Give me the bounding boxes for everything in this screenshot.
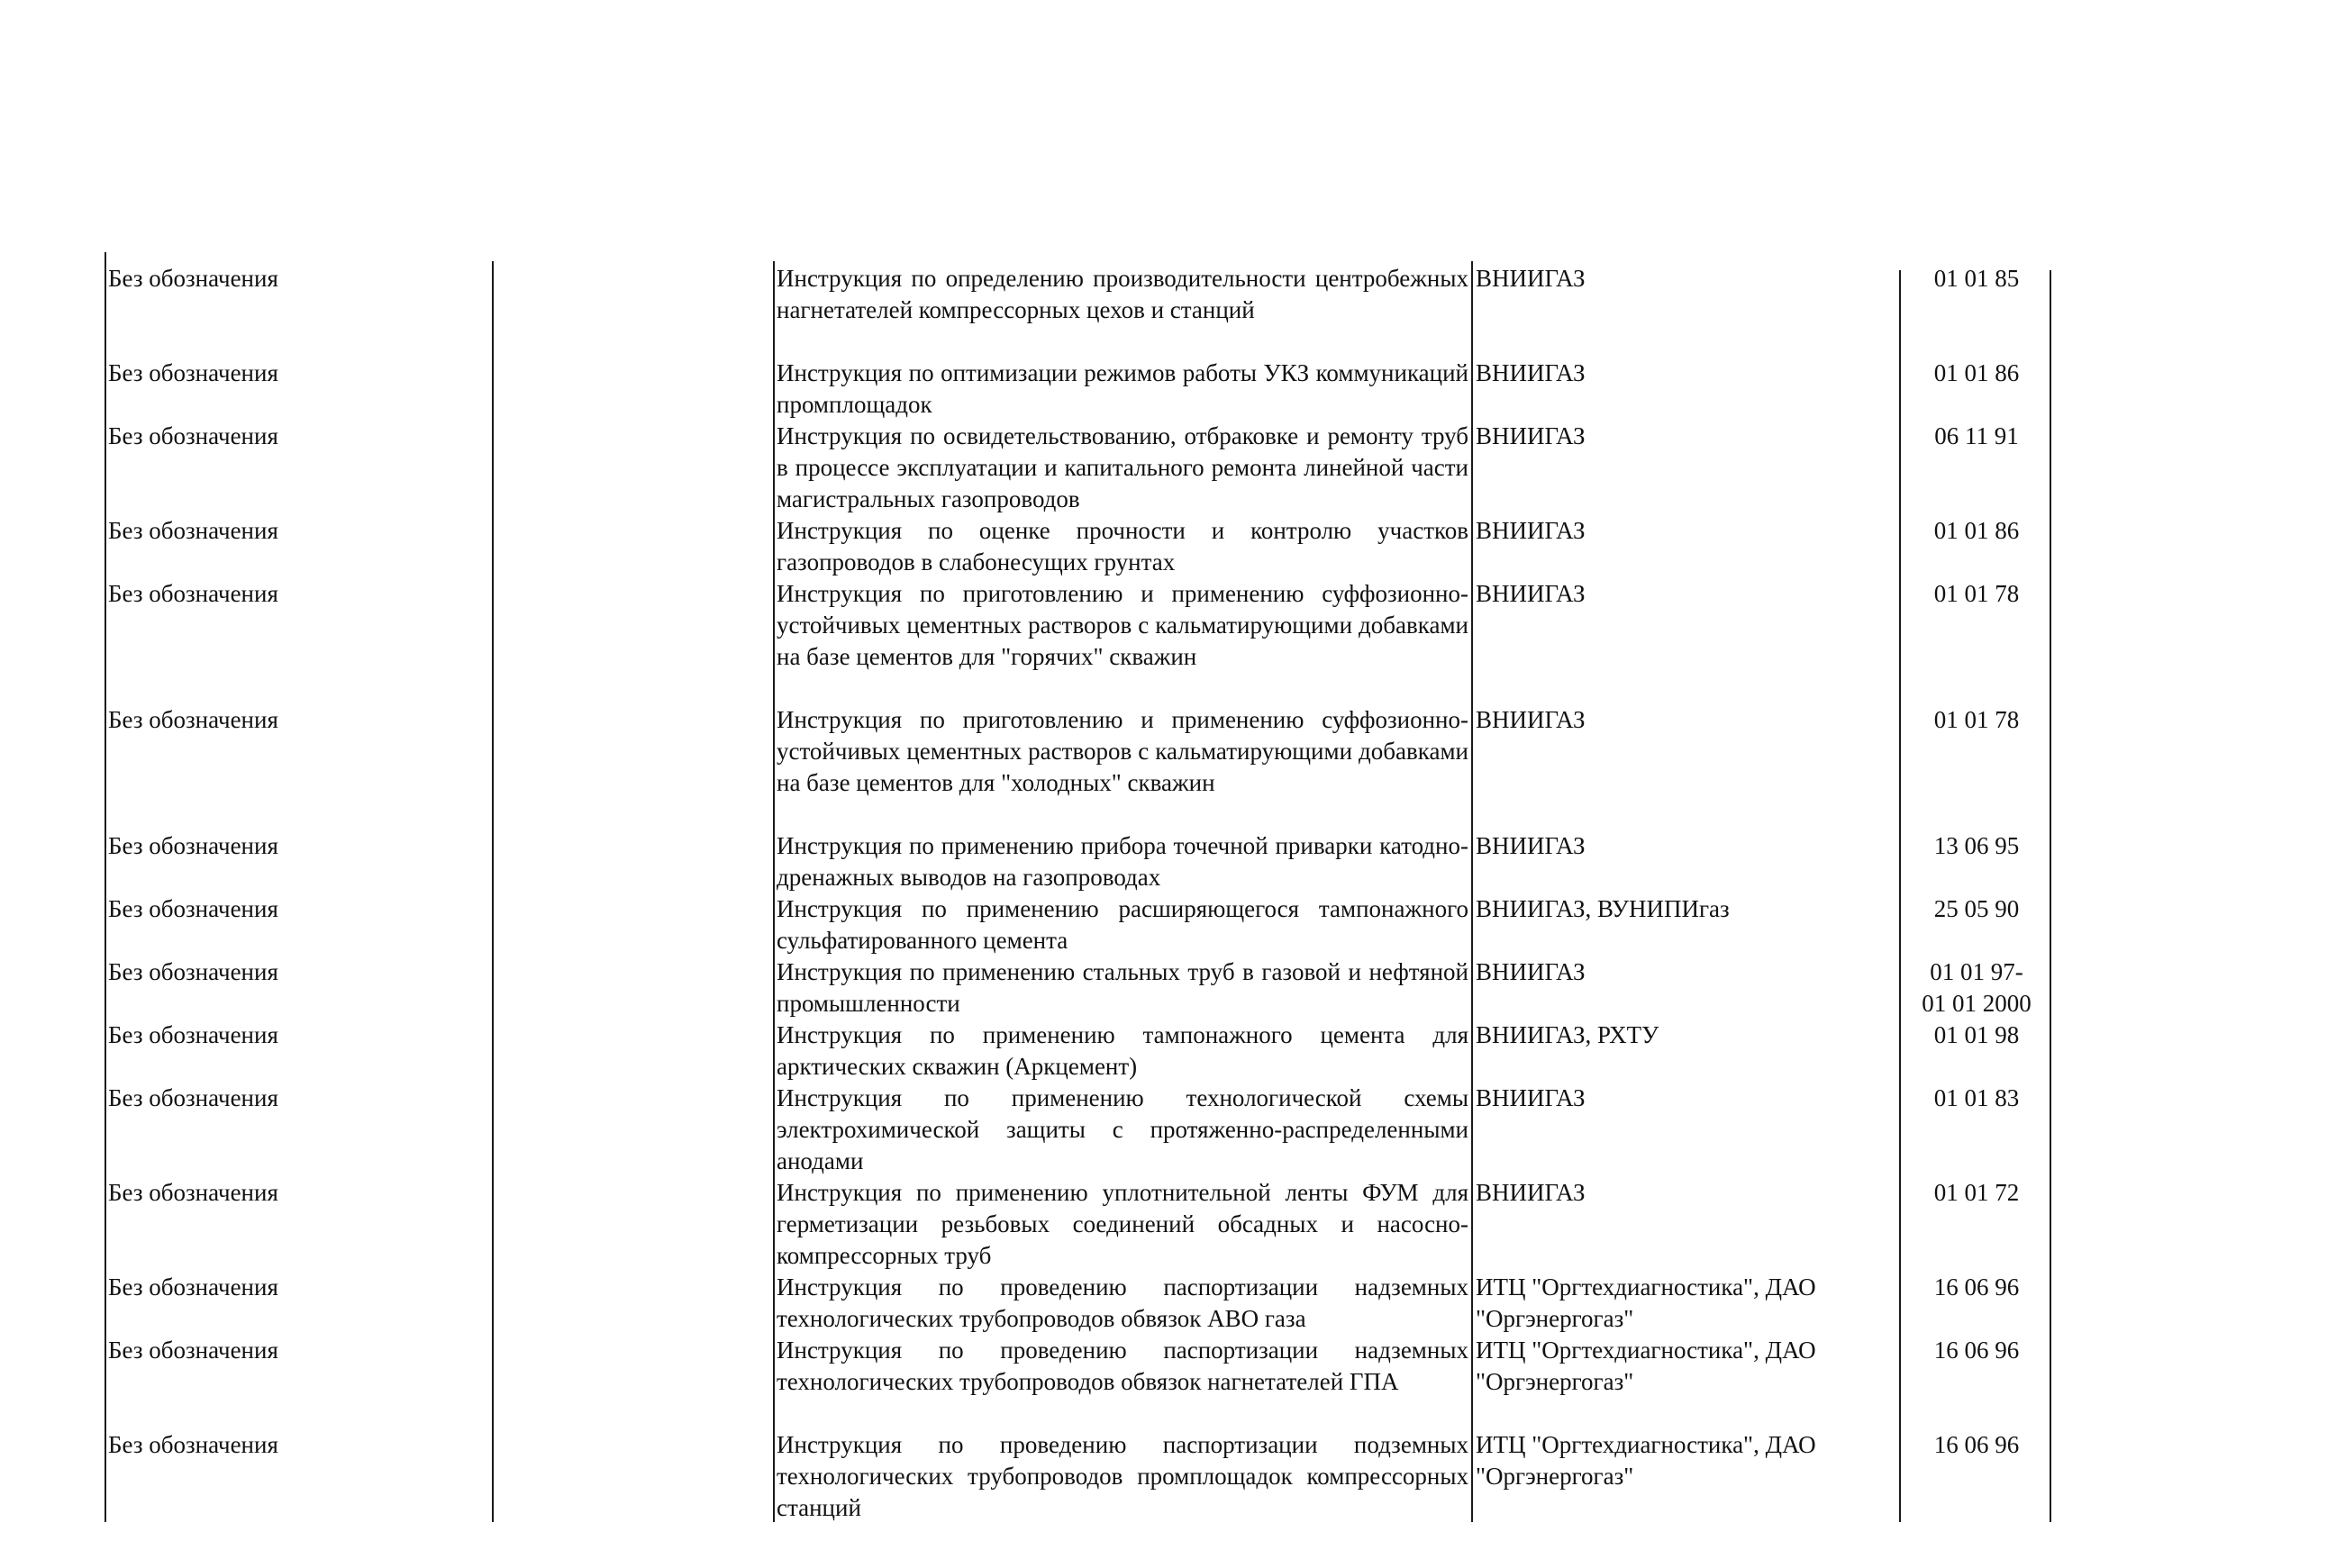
document-title-cell: Инструкция по освидетельствованию, отбраковке и ремонту труб в процессе эксплуатации и капитального ремонта линейной части магистральных газопроводов [777, 422, 1468, 512]
date-cell: 16 06 96 [1933, 1337, 2020, 1364]
column-border-left [105, 252, 106, 1522]
column-border-org [1471, 261, 1473, 1522]
document-title-cell: Инструкция по проведению паспортизации надземных технологических трубопроводов обвязок нагнетателей ГПА [777, 1337, 1468, 1395]
organization-cell: ВНИИГАЗ [1476, 832, 1586, 859]
organization-cell: ВНИИГАЗ [1476, 706, 1586, 733]
date-cell: 01 01 78 [1933, 580, 2020, 607]
column-border-code [492, 261, 494, 1522]
document-title-cell: Инструкция по приготовлению и применению суффозионно-устойчивых цементных растворов с кальматирующими добавками на базе цементов для "горячих" скважин [777, 580, 1468, 670]
date-cell: 01 01 98 [1933, 1021, 2020, 1048]
date-cell: 06 11 91 [1934, 422, 2019, 449]
designation-cell: Без обозначения [108, 958, 278, 985]
document-title-cell: Инструкция по применению прибора точечной приварки катодно-дренажных выводов на газопроводах [777, 832, 1468, 891]
organization-cell: ВНИИГАЗ [1476, 958, 1586, 985]
designation-cell: Без обозначения [108, 1273, 278, 1301]
organization-cell: ВНИИГАЗ [1476, 422, 1586, 449]
organization-cell: ВНИИГАЗ [1476, 517, 1586, 544]
document-title-cell: Инструкция по применению тампонажного цемента для арктических скважин (Аркцемент) [777, 1021, 1468, 1080]
date-cell: 01 01 86 [1933, 359, 2020, 386]
document-title-cell: Инструкция по оптимизации режимов работы УКЗ коммуникаций промплощадок [777, 359, 1468, 418]
organization-cell: ВНИИГАЗ [1476, 1179, 1586, 1206]
designation-cell: Без обозначения [108, 1084, 278, 1111]
date-cell: 01 01 72 [1933, 1179, 2020, 1206]
designation-cell: Без обозначения [108, 422, 278, 449]
designation-cell: Без обозначения [108, 265, 278, 292]
document-title-cell: Инструкция по применению стальных труб в газовой и нефтяной промышленности [777, 958, 1468, 1017]
document-title-cell: Инструкция по проведению паспортизации надземных технологических трубопроводов обвязок АВО газа [777, 1273, 1468, 1332]
designation-cell: Без обозначения [108, 1431, 278, 1458]
designation-cell: Без обозначения [108, 359, 278, 386]
designation-cell: Без обозначения [108, 895, 278, 922]
date-cell: 01 01 78 [1933, 706, 2020, 733]
date-cell: 01 01 85 [1933, 265, 2020, 292]
designation-cell: Без обозначения [108, 832, 278, 859]
document-title-cell: Инструкция по применению расширяющегося тампонажного сульфатированного цемента [777, 895, 1468, 954]
designation-cell: Без обозначения [108, 1021, 278, 1048]
date-cell: 25 05 90 [1933, 895, 2020, 922]
organization-cell: ИТЦ "Оргтехдиагностика", ДАО "Оргэнергогаз" [1476, 1431, 1816, 1490]
designation-cell: Без обозначения [108, 706, 278, 733]
document-title-cell: Инструкция по определению производительности центробежных нагнетателей компрессорных цехов и станций [777, 265, 1468, 323]
column-border-title [773, 261, 775, 1522]
document-title-cell: Инструкция по приготовлению и применению суффозионно-устойчивых цементных растворов с кальматирующими добавками на базе цементов для "холодных" скважин [777, 706, 1468, 796]
date-cell: 16 06 96 [1933, 1273, 2020, 1301]
date-cell: 01 01 97- 01 01 2000 [1922, 958, 2032, 1017]
document-title-cell: Инструкция по проведению паспортизации подземных технологических трубопроводов промплощадок компрессорных станций [777, 1431, 1468, 1521]
organization-cell: ВНИИГАЗ [1476, 580, 1586, 607]
organization-cell: ВНИИГАЗ, ВУНИПИгаз [1476, 895, 1730, 922]
date-cell: 01 01 83 [1933, 1084, 2020, 1111]
organization-cell: ВНИИГАЗ, РХТУ [1476, 1021, 1659, 1048]
organization-cell: ВНИИГАЗ [1476, 359, 1586, 386]
document-title-cell: Инструкция по оценке прочности и контролю участков газопроводов в слабонесущих грунтах [777, 517, 1468, 576]
organization-cell: ВНИИГАЗ [1476, 265, 1586, 292]
designation-cell: Без обозначения [108, 1179, 278, 1206]
document-title-cell: Инструкция по применению уплотнительной ленты ФУМ для герметизации резьбовых соединений обсадных и насосно-компрессорных труб [777, 1179, 1468, 1269]
date-cell: 16 06 96 [1933, 1431, 2020, 1458]
date-cell: 13 06 95 [1933, 832, 2020, 859]
date-cell: 01 01 86 [1933, 517, 2020, 544]
document-title-cell: Инструкция по применению технологической схемы электрохимической защиты с протяженно-распределенными анодами [777, 1084, 1468, 1174]
designation-cell: Без обозначения [108, 517, 278, 544]
organization-cell: ИТЦ "Оргтехдиагностика", ДАО "Оргэнергогаз" [1476, 1273, 1816, 1332]
organization-cell: ИТЦ "Оргтехдиагностика", ДАО "Оргэнергогаз" [1476, 1337, 1816, 1395]
organization-cell: ВНИИГАЗ [1476, 1084, 1586, 1111]
designation-cell: Без обозначения [108, 1337, 278, 1364]
designation-cell: Без обозначения [108, 580, 278, 607]
